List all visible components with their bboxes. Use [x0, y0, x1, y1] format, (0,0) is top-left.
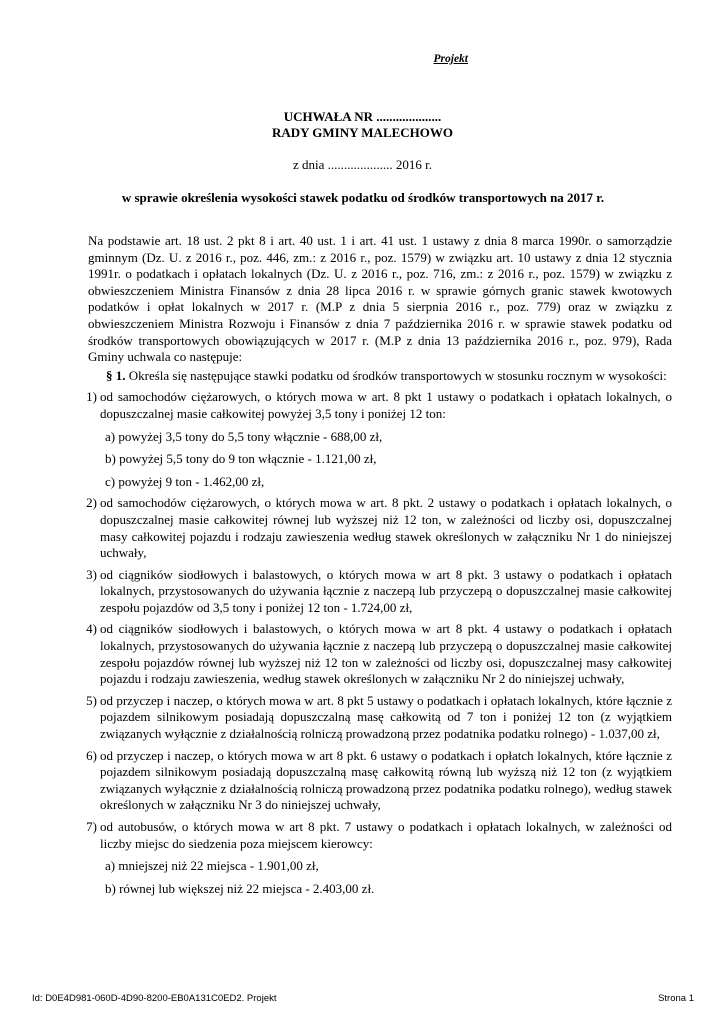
item-text: od ciągników siodłowych i balastowych, o których mowa w art 8 pkt. 4 ustawy o podatkach i opłatach lokalnych, przystosowanych do używania łącznie z naczepą lub przyczepą o dopuszczalnej masie całkowitej zespołu pojazdów równej lub wyższej niż 12 ton w zależności od liczby osi, dopuszczalnej masy całkowitej pojazdu i rodzaju zawieszenia, według stawek określonych w załączniku Nr 2 do niniejszej uchwały, [100, 621, 672, 687]
list-item [88, 567, 672, 617]
item-text: od ciągników siodłowych i balastowych, o których mowa w art 8 pkt. 3 ustawy o podatkach i opłatach lokalnych, przystosowanych do używania łącznie z naczepą lub przyczepą o dopuszczalnej masie całkowitej zespołu pojazdów od 3,5 tony i poniżej 12 ton - 1.724,00 zł, [100, 566, 672, 615]
sub-item: b) powyżej 5,5 tony do 9 ton włącznie - 1.121,00 zł, [105, 451, 377, 467]
resolution-date: z dnia .................... 2016 r. [292, 157, 432, 172]
item-text: od przyczep i naczep, o których mowa w art. 8 pkt 5 ustawy o podatkach i opłatach lokalnych, które łącznie z pojazdem silnikowym posiadają dopuszczalną masę całkowitą od 7 ton i poniżej 12 ton (z wyjątkiem związanych wyłącznie z działalnością rolniczą prowadzoną przez podatnika podatku rolnego) - 1.037,00 zł, [100, 692, 672, 742]
sub-item: a) powyżej 3,5 tony do 5,5 tony włącznie - 688,00 zł, [105, 428, 383, 444]
item-number: 2) [86, 495, 97, 511]
resolution-title [0, 109, 725, 141]
document-body [88, 233, 672, 897]
list-item [88, 389, 672, 422]
projekt-label: Projekt [433, 53, 468, 65]
sub-item: b) równej lub większej niż 22 miejsca - 2.403,00 zł. [105, 880, 375, 896]
sub-item: a) mniejszej niż 22 miejsca - 1.901,00 zł, [105, 858, 319, 874]
list-item [88, 819, 672, 852]
sub-item: c) powyżej 9 ton - 1.462,00 zł, [105, 473, 265, 489]
page-number: Strona 1 [658, 993, 694, 1004]
item-number: 4) [86, 621, 97, 637]
resolution-number: UCHWAŁA NR .................... [283, 109, 442, 124]
section-1 [88, 368, 672, 385]
item-number: 3) [86, 566, 97, 582]
list-item [88, 621, 672, 687]
item-number: 5) [86, 692, 97, 708]
section-1-text: Określa się następujące stawki podatku od środków transportowych w stosunku rocznym w wysokości: [125, 367, 667, 383]
item-number: 6) [86, 747, 97, 763]
item-text: od samochodów ciężarowych, o których mowa w art. 8 pkt 1 ustawy o podatkach i opłatach lokalnych, o dopuszczalnej masie całkowitej powyżej 3,5 tony i poniżej 12 ton: [100, 389, 672, 421]
item-text: od przyczep i naczep, o których mowa w art 8 pkt. 6 ustawy o podatkach i opłatch lokalnych, które łącznie z pojazdem silnikowym posiadają dopuszczalną masę całkowitą równą lub wyższą niż 12 ton (z wyjątkiem związanych wyłącznie z działalnością rolniczą prowadzoną przez podatnika podatku rolnego), według stawek określonych w załączniku Nr 3 do niniejszej uchwały, [100, 747, 672, 813]
list-item [88, 693, 672, 743]
item-number: 7) [86, 819, 97, 834]
preamble: Na podstawie art. 18 ust. 2 pkt 8 i art. 40 ust. 1 i art. 41 ust. 1 ustawy z dnia 8 marca 1990r. o samorządzie gminnym (Dz. U. z 2016 r., poz. 446, zm.: z 2016 r., poz. 1579) w związku art. 10 ustawy z dnia 12 stycznia 1991r. o podatkach i opłatach lokalnych (Dz. U. z 2016 r., poz. 716, zm.: z 2016 r., poz. 1579) w związku z obwieszczeniem Ministra Finansów z dnia 28 lipca 2016 r. w sprawie górnych granic stawek kwotowych podatków i opłat lokalnych w 2017 r. (M.P z dnia 5 sierpnia 2016 r., poz. 779) oraz w związku z obwieszczeniem Ministra Rozwoju i Finansów z dnia 7 października 2016 r. w sprawie stawek podatku od środków transportowych obowiązujących w 2017 r. (M.P z dnia 13 października 2016 r., poz. 979), Rada Gminy uchwala co następuje: [88, 233, 672, 365]
list-item [88, 748, 672, 814]
council-name: RADY GMINY MALECHOWO [271, 125, 454, 140]
list-item [88, 495, 672, 561]
item-number: 1) [86, 389, 97, 405]
section-1-mark: § 1. [106, 367, 126, 383]
item-text: od autobusów, o których mowa w art 8 pkt. 7 ustawy o podatkach i opłatach lokalnych, w zależności od liczby miejsc do siedzenia poza miejscem kierowcy: [100, 819, 672, 851]
resolution-subject: w sprawie określenia wysokości stawek podatku od środków transportowych na 2017 r. [121, 190, 605, 205]
item-text: od samochodów ciężarowych, o których mowa w art. 8 pkt. 2 ustawy o podatkach i opłatach lokalnych, o dopuszczalnej masie całkowitej równej lub wyższej niż 12 ton, w zależności od liczby osi, dopuszczalnej masy całkowitej pojazdu i rodzaju zawieszenia według stawek określonych w załączniku Nr 1 do niniejszej uchwały, [100, 495, 672, 561]
document-id: Id: D0E4D981-060D-4D90-8200-EB0A131C0ED2. Projekt [32, 993, 277, 1004]
